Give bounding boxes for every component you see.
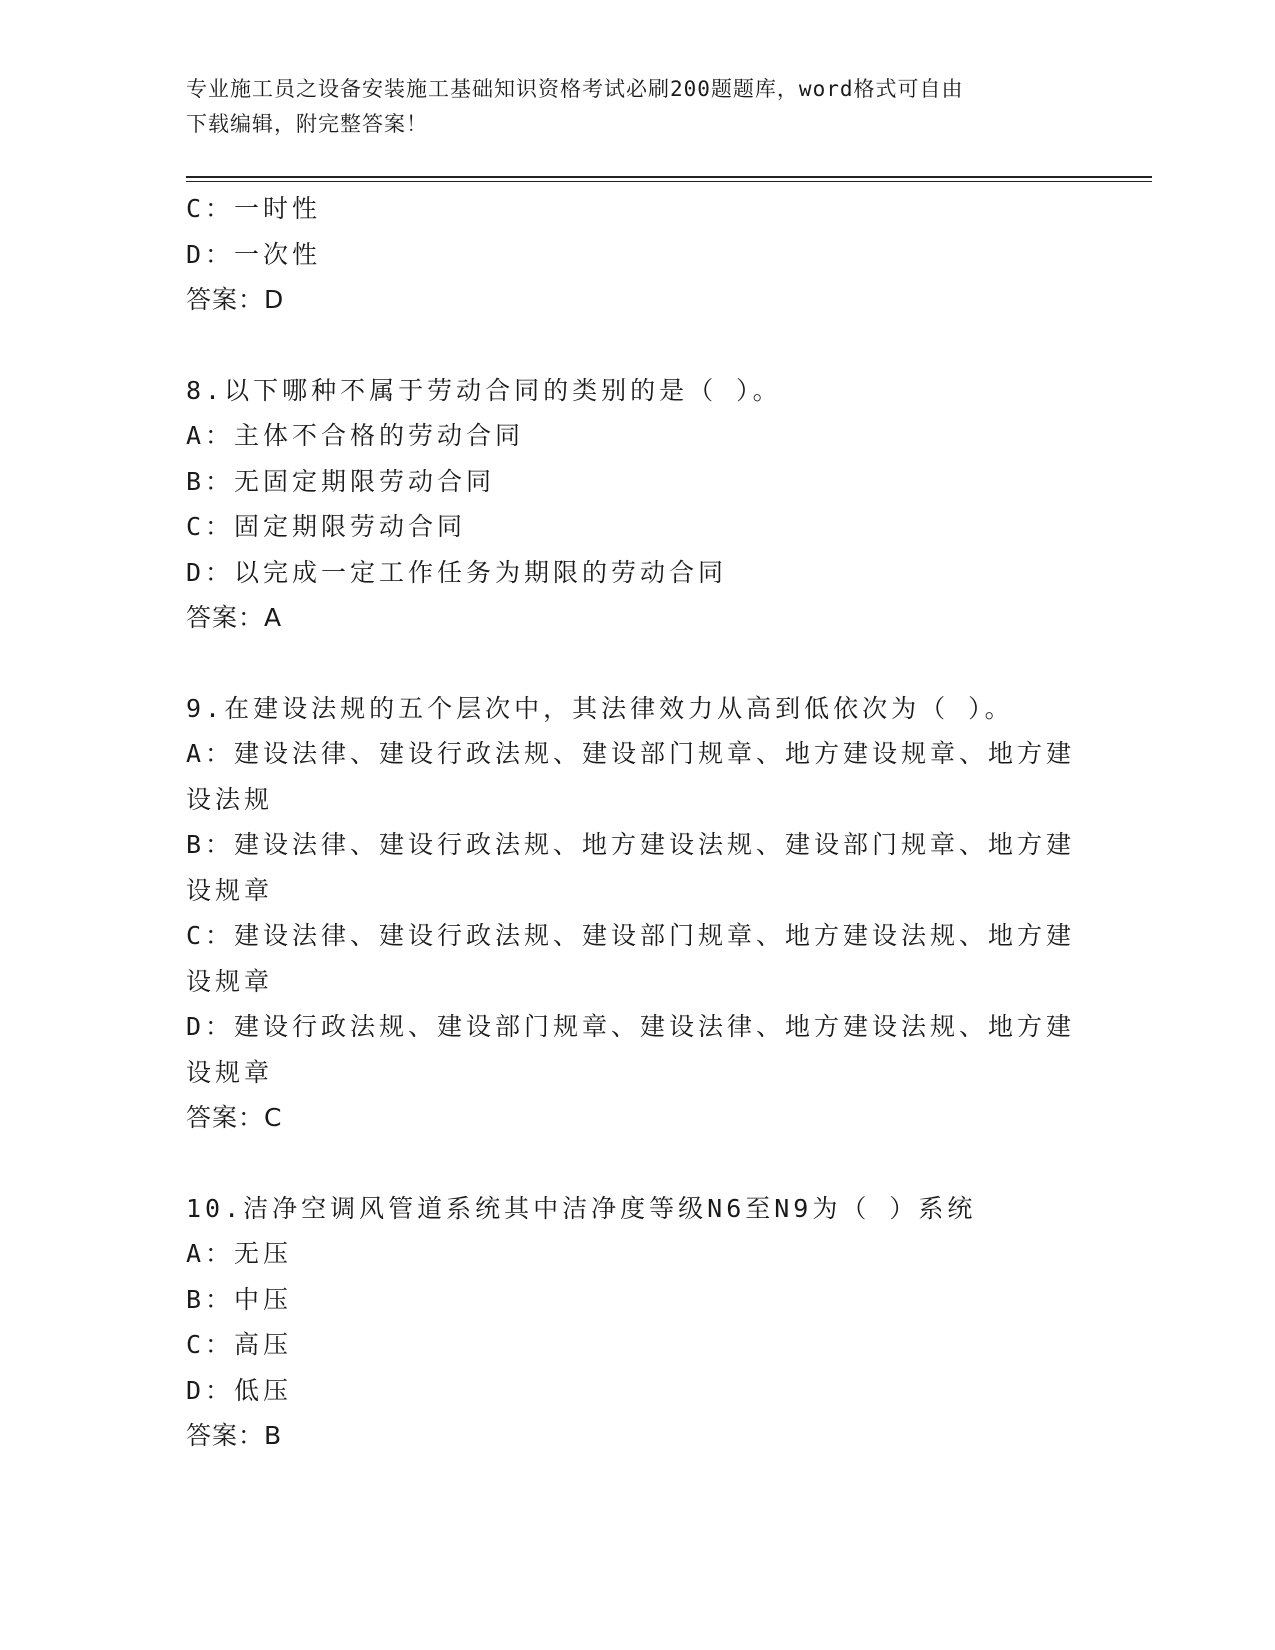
- question-content: [186, 186, 1086, 1459]
- option-b-line-1: B：建设法律、建设行政法规、地方建设法规、建设部门规章、地方建: [186, 830, 1076, 859]
- spacer: [186, 1141, 1086, 1186]
- option-a: A：无压: [186, 1239, 293, 1268]
- option-d-line-1: D：建设行政法规、建设部门规章、建设法律、地方建设法规、地方建: [186, 1012, 1076, 1041]
- answer-line: 答案：D: [186, 285, 285, 314]
- option-a: A：主体不合格的劳动合同: [186, 421, 525, 450]
- answer-line: 答案：B: [186, 1421, 283, 1450]
- prev-question-block: [186, 186, 1086, 323]
- option-a-line-1: A：建设法律、建设行政法规、建设部门规章、地方建设规章、地方建: [186, 739, 1076, 768]
- question-stem: 8.以下哪种不属于劳动合同的类别的是（ ）。: [186, 375, 782, 405]
- option-d: D：以完成一定工作任务为期限的劳动合同: [186, 557, 728, 587]
- option-d: D：低压: [186, 1375, 293, 1405]
- answer-line: 答案：C: [186, 1103, 283, 1132]
- option-c-line-1: C：建设法律、建设行政法规、建设部门规章、地方建设法规、地方建: [186, 921, 1076, 950]
- option-a-line-2: 设法规: [186, 784, 274, 814]
- header-rule-thin: [186, 181, 1152, 182]
- question-stem: 9.在建设法规的五个层次中，其法律效力从高到低依次为（ ）。: [186, 693, 1014, 723]
- document-header: [186, 72, 1066, 142]
- header-title-line-2: 下载编辑，附完整答案！: [186, 112, 428, 136]
- option-c-line-2: 设规章: [186, 966, 274, 996]
- question-10-block: [186, 1186, 1086, 1459]
- option-b: B：中压: [186, 1284, 293, 1314]
- option-d: D：一次性: [186, 239, 322, 269]
- answer-line: 答案：A: [186, 603, 283, 632]
- option-c: C：固定期限劳动合同: [186, 512, 467, 541]
- header-rule-thick: [186, 176, 1152, 178]
- option-b-line-2: 设规章: [186, 875, 274, 905]
- question-stem: 10.洁净空调风管道系统其中洁净度等级N6至N9为（ ）系统: [186, 1193, 977, 1223]
- header-title-line-1: 专业施工员之设备安装施工基础知识资格考试必刷200题题库，word格式可自由: [186, 77, 964, 101]
- spacer: [186, 323, 1086, 368]
- option-d-line-2: 设规章: [186, 1057, 274, 1087]
- option-c: C：高压: [186, 1330, 293, 1359]
- option-c: C：一时性: [186, 194, 322, 223]
- spacer: [186, 641, 1086, 686]
- question-8-block: [186, 368, 1086, 641]
- option-b: B：无固定期限劳动合同: [186, 466, 496, 496]
- question-9-block: [186, 686, 1086, 1141]
